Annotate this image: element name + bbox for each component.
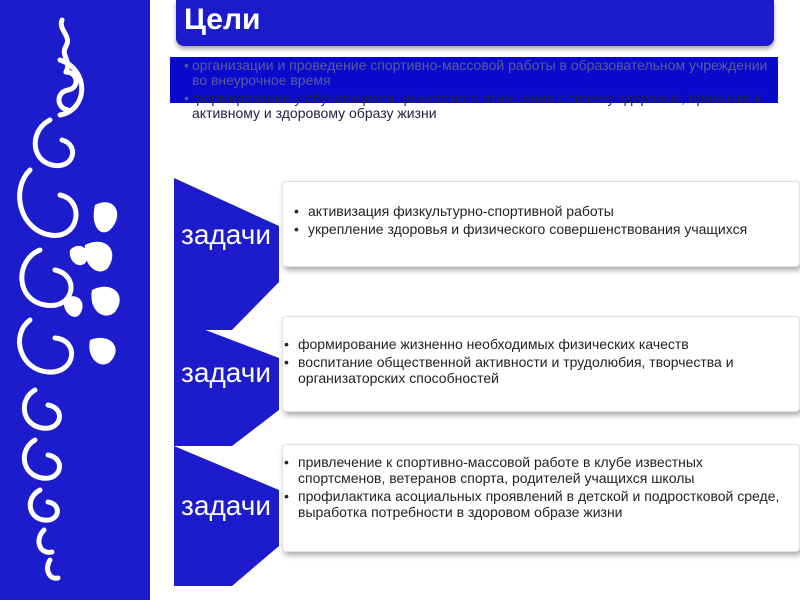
list-item — [280, 354, 770, 386]
task-text: активизация физкультурно-спортивной работы — [308, 203, 614, 219]
bullet-icon: • — [284, 488, 289, 504]
task-items — [290, 203, 770, 239]
page-title: Цели — [184, 3, 261, 36]
goals-list — [170, 58, 778, 124]
list-item — [290, 203, 770, 219]
title-bar — [176, 0, 774, 46]
bullet-icon: • — [284, 454, 289, 470]
task-items — [280, 454, 785, 522]
goal-text: организации и проведение спортивно-массовой работы в образовательном учреждении во внеурочное время — [192, 57, 768, 88]
task-items — [280, 336, 770, 388]
task-text: профилактика асоциальных проявлений в детской и подростковой среде, выработка потребности в здоровом образе жизни — [298, 488, 780, 520]
bullet-icon: • — [284, 336, 289, 352]
task-label: задачи — [181, 219, 271, 250]
floral-ornament-icon — [0, 0, 150, 600]
bullet-icon: • — [184, 57, 189, 73]
list-item — [280, 454, 785, 486]
task-label: задачи — [181, 490, 271, 521]
bullet-icon: • — [284, 354, 289, 370]
arrow-shape — [174, 178, 284, 330]
list-item — [170, 58, 778, 88]
task-text: формирование жизненно необходимых физических качеств — [298, 336, 689, 352]
bullet-icon: • — [184, 90, 189, 106]
list-item — [290, 221, 770, 237]
bullet-icon: • — [294, 221, 299, 237]
list-item — [170, 91, 778, 121]
list-item — [280, 488, 785, 520]
task-text: привлечение к спортивно-массовой работе в клубе известных спортсменов, ветеранов спорта, родителей учащихся школы — [298, 454, 703, 486]
goal-text: формирование у обучающихся ценностного отношения к своему здоровью, привычки к активному и здоровому образу жизни — [192, 90, 761, 121]
task-label: задачи — [181, 357, 271, 388]
task-arrow — [174, 178, 284, 330]
bullet-icon: • — [294, 203, 299, 219]
task-text: укрепление здоровья и физического совершенствования учащихся — [308, 221, 748, 237]
task-text: воспитание общественной активности и трудолюбия, творчества и организаторских способностей — [298, 354, 734, 386]
list-item — [280, 336, 770, 352]
